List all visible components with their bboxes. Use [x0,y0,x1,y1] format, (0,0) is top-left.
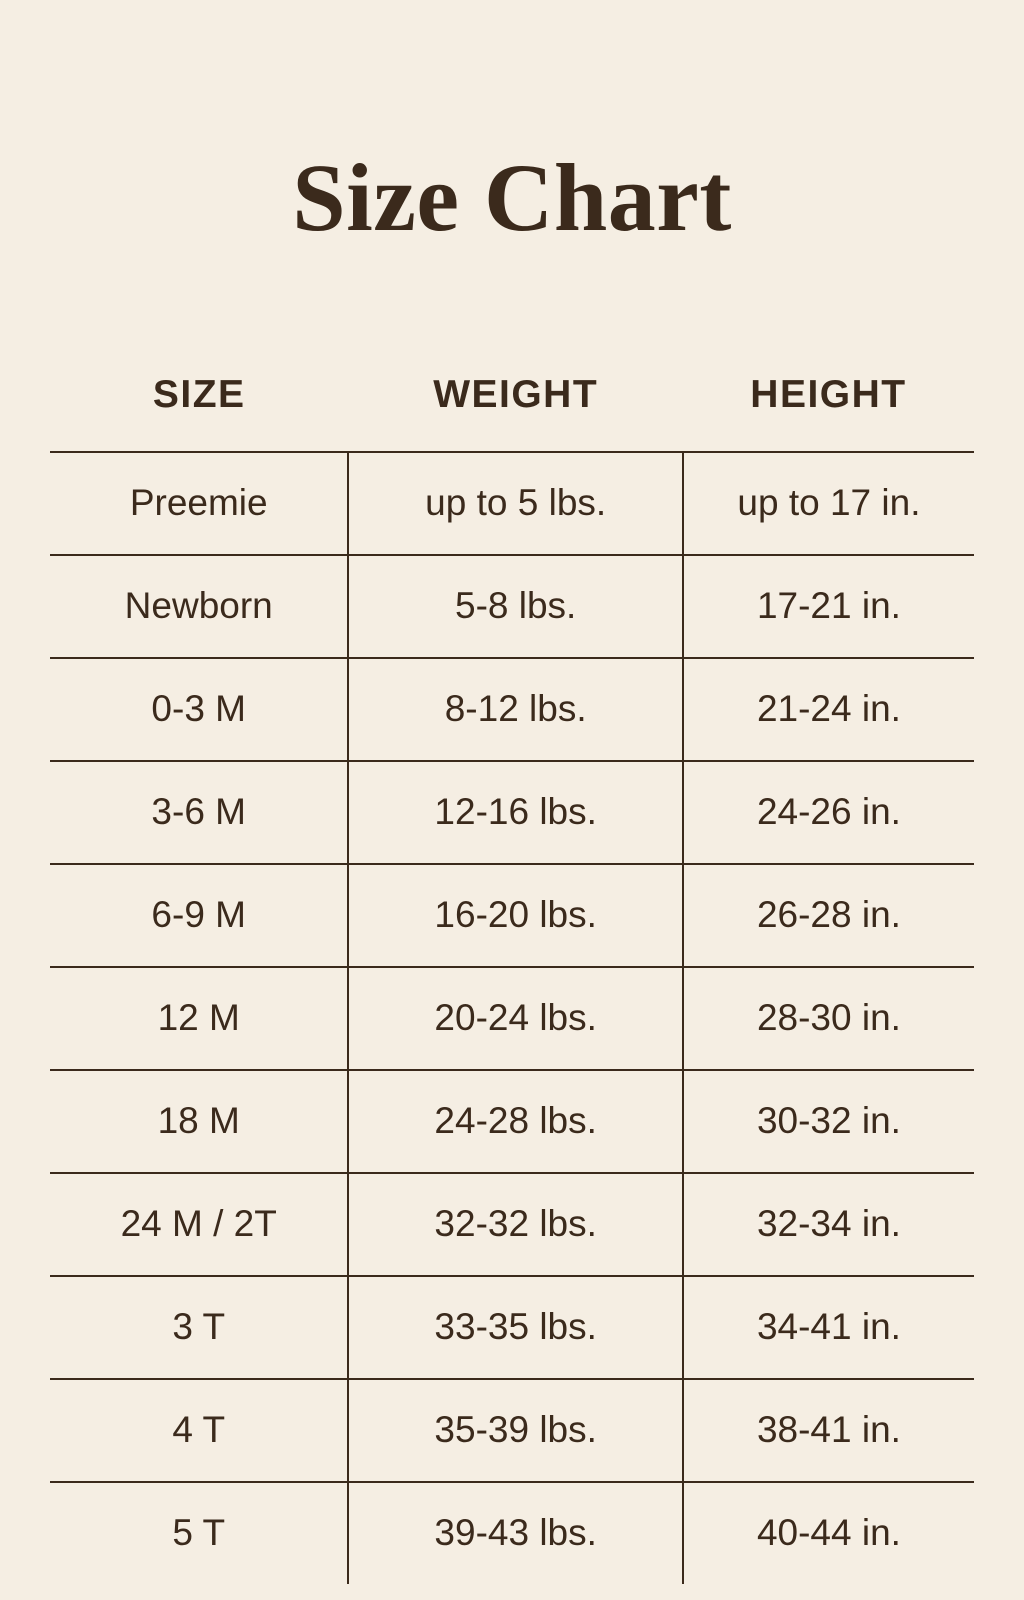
cell-size: 5 T [50,1482,348,1584]
table-row [50,1379,974,1482]
table-row [50,1070,974,1173]
table-row [50,1276,974,1379]
size-chart-table [50,373,974,1584]
cell-height: 40-44 in. [683,1482,974,1584]
cell-weight: 24-28 lbs. [348,1070,682,1173]
column-header-size: SIZE [152,372,246,416]
table-row [50,452,974,555]
table-row [50,658,974,761]
table-header [50,373,974,452]
cell-weight: 16-20 lbs. [348,864,682,967]
cell-height: 24-26 in. [683,761,974,864]
cell-weight: 5-8 lbs. [348,555,682,658]
cell-height: 21-24 in. [683,658,974,761]
table-row [50,1173,974,1276]
cell-height: 32-34 in. [683,1173,974,1276]
cell-size: 12 M [50,967,348,1070]
cell-weight: 39-43 lbs. [348,1482,682,1584]
column-header-height: HEIGHT [750,372,907,416]
cell-weight: 12-16 lbs. [348,761,682,864]
table-row [50,1482,974,1584]
table-row [50,761,974,864]
cell-weight: 20-24 lbs. [348,967,682,1070]
cell-size: 18 M [50,1070,348,1173]
table-header-row [50,373,974,452]
cell-height: 26-28 in. [683,864,974,967]
cell-weight: up to 5 lbs. [348,452,682,555]
cell-height: up to 17 in. [683,452,974,555]
cell-height: 38-41 in. [683,1379,974,1482]
column-header-weight: WEIGHT [433,372,599,416]
table-row [50,555,974,658]
table-row [50,967,974,1070]
cell-size: 4 T [50,1379,348,1482]
cell-height: 34-41 in. [683,1276,974,1379]
cell-height: 17-21 in. [683,555,974,658]
cell-height: 28-30 in. [683,967,974,1070]
cell-size: 6-9 M [50,864,348,967]
cell-weight: 35-39 lbs. [348,1379,682,1482]
cell-size: Newborn [50,555,348,658]
cell-weight: 33-35 lbs. [348,1276,682,1379]
size-chart-page [0,64,1024,1600]
cell-size: 0-3 M [50,658,348,761]
cell-weight: 8-12 lbs. [348,658,682,761]
cell-size: Preemie [50,452,348,555]
cell-weight: 32-32 lbs. [348,1173,682,1276]
cell-size: 24 M / 2T [50,1173,348,1276]
table-body [50,452,974,1584]
table-row [50,864,974,967]
cell-size: 3 T [50,1276,348,1379]
cell-height: 30-32 in. [683,1070,974,1173]
cell-size: 3-6 M [50,761,348,864]
size-chart-table-wrapper [50,311,974,1584]
page-title: Size Chart [292,144,732,252]
